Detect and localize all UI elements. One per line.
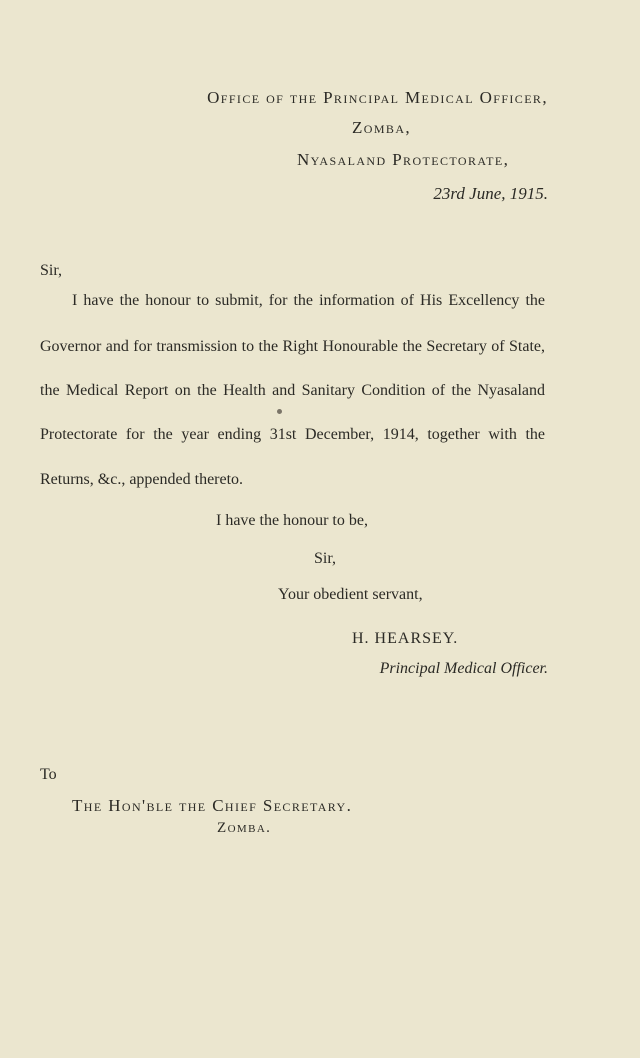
salutation: Sir, <box>40 262 63 279</box>
closing-servant: Your obedient servant, <box>278 586 423 603</box>
body-line-1: I have the honour to submit, for the information of His Excellency the <box>72 292 545 309</box>
recipient-place: Zomba. <box>217 820 272 836</box>
body-line-5: Returns, &c., appended thereto. <box>40 471 244 488</box>
letter-date: 23rd June, 1915. <box>433 184 548 203</box>
body-line-2: Governor and for transmission to the Right Honourable the Secretary of State, <box>40 338 545 355</box>
body-line-4: Protectorate for the year ending 31st December, 1914, together with the <box>40 426 545 443</box>
sender-territory: Nyasaland Protectorate, <box>297 150 510 169</box>
closing-line: I have the honour to be, <box>216 512 368 529</box>
recipient-name: The Hon'ble the Chief Secretary. <box>72 796 353 815</box>
recipient-to: To <box>40 766 57 783</box>
body-line-3: the Medical Report on the Health and Sanitary Condition of the Nyasaland <box>40 382 545 399</box>
sender-office: Office of the Principal Medical Officer, <box>207 88 548 107</box>
closing-sir: Sir, <box>314 550 337 567</box>
ink-speck <box>277 409 282 414</box>
signature-title: Principal Medical Officer. <box>379 660 548 677</box>
signature-name: H. HEARSEY. <box>352 630 459 647</box>
sender-town: Zomba, <box>352 118 412 137</box>
